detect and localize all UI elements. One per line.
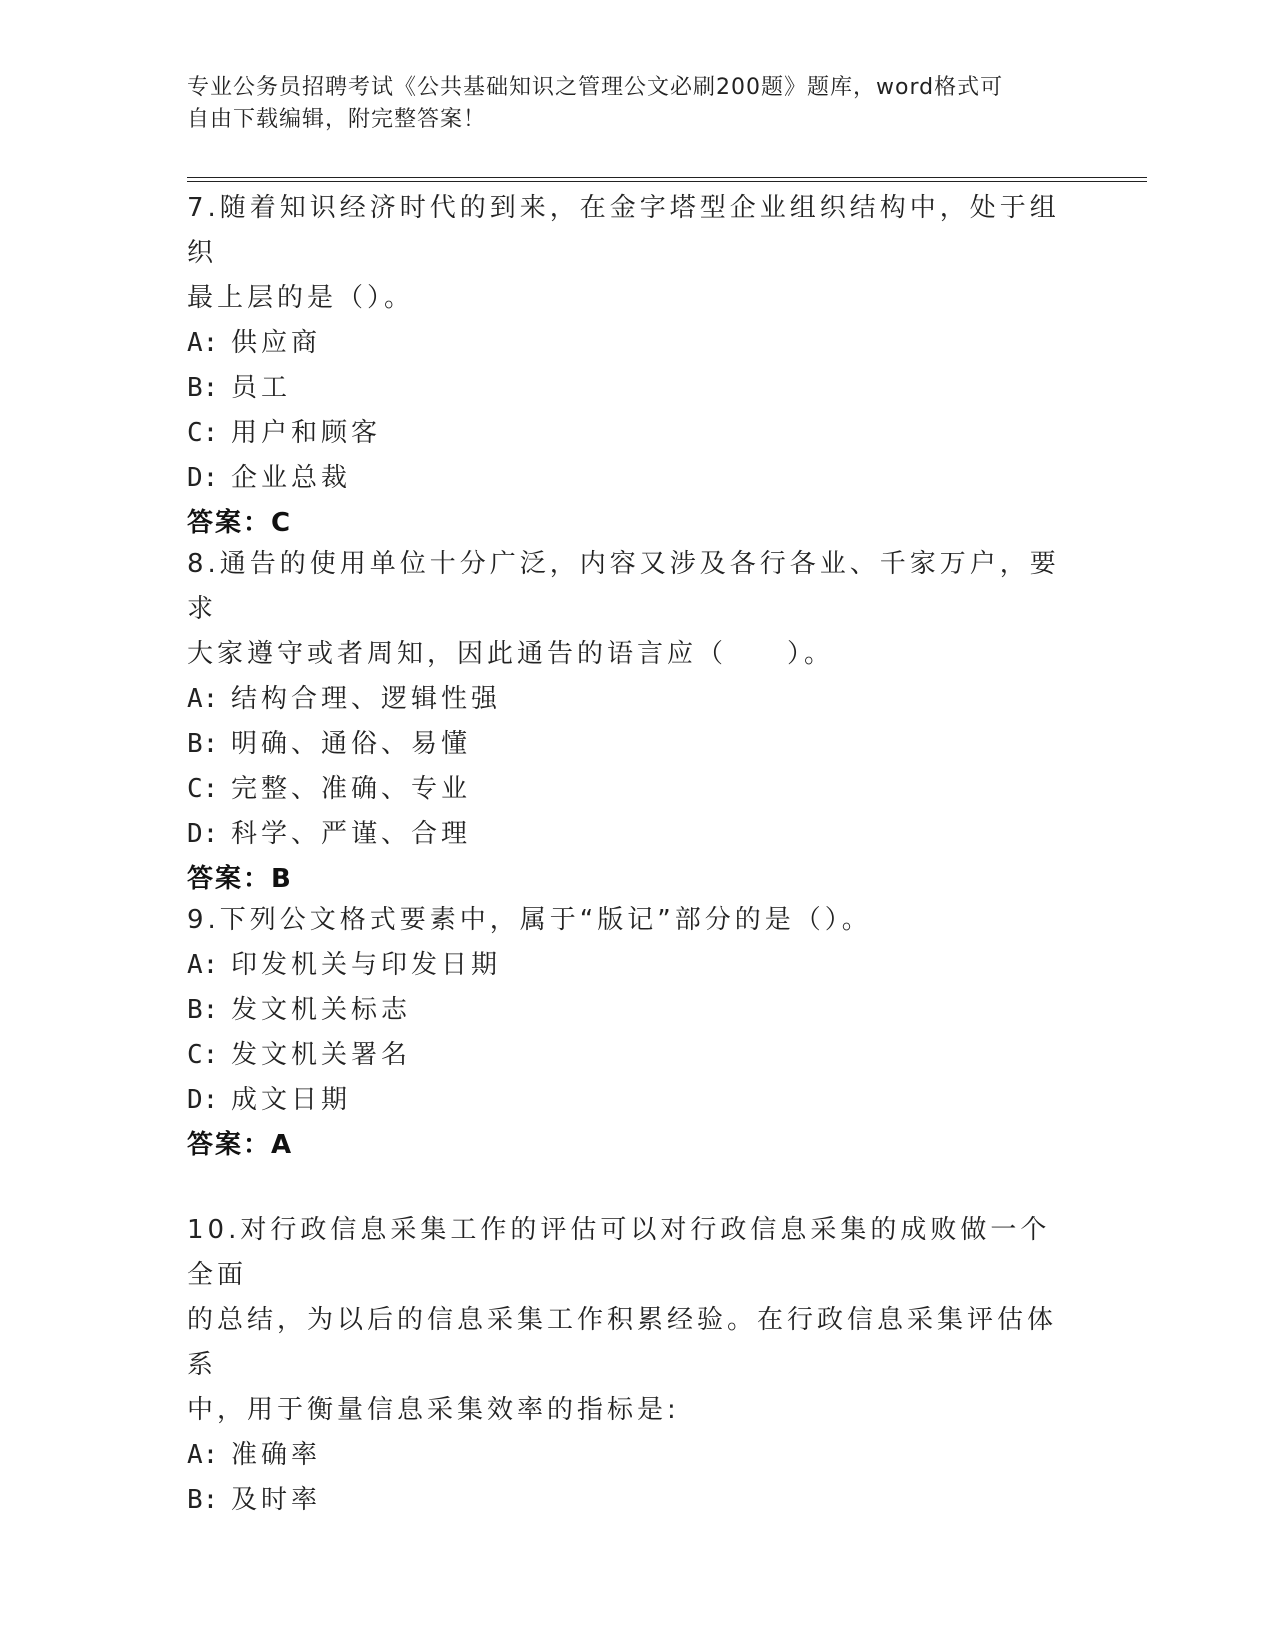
option-label: A: [187, 1440, 219, 1470]
question-stem-line: 最上层的是（）。 [187, 283, 415, 313]
option-d [187, 1078, 1067, 1123]
answer: 答案：A [187, 1130, 294, 1160]
option-c [187, 767, 1067, 812]
option-text: 结构合理、逻辑性强 [231, 684, 502, 714]
question-stem-line: 10.对行政信息采集工作的评估可以对行政信息采集的成败做一个全面 [187, 1215, 1051, 1290]
question-stem-line: 7.随着知识经济时代的到来，在金字塔型企业组织结构中，处于组织 [187, 193, 1060, 268]
option-label: C: [187, 418, 219, 448]
option-label: C: [187, 1040, 219, 1070]
option-label: B: [187, 1485, 219, 1515]
question-stem-line: 8.通告的使用单位十分广泛，内容又涉及各行各业、千家万户，要求 [187, 549, 1060, 624]
question-8 [187, 542, 1067, 902]
question-stem-line: 大家遵守或者周知，因此通告的语言应（ ）。 [187, 639, 835, 669]
header-line-2: 自由下载编辑，附完整答案！ [187, 107, 487, 132]
option-label: A: [187, 950, 219, 980]
option-text: 供应商 [231, 328, 322, 358]
option-text: 企业总裁 [231, 463, 352, 493]
option-text: 科学、严谨、合理 [231, 819, 472, 849]
option-a [187, 677, 1067, 722]
question-stem-line: 的总结，为以后的信息采集工作积累经验。在行政信息采集评估体系 [187, 1305, 1058, 1380]
option-c [187, 411, 1067, 456]
option-text: 发文机关署名 [231, 1040, 412, 1070]
option-label: D: [187, 463, 219, 493]
option-d [187, 812, 1067, 857]
option-a [187, 943, 1067, 988]
question-10 [187, 1208, 1067, 1523]
option-b [187, 722, 1067, 767]
option-a [187, 321, 1067, 366]
option-text: 准确率 [231, 1440, 322, 1470]
option-label: A: [187, 328, 219, 358]
option-a [187, 1433, 1067, 1478]
option-text: 员工 [231, 373, 292, 403]
option-b [187, 1478, 1067, 1523]
question-9 [187, 898, 1067, 1168]
option-label: C: [187, 774, 219, 804]
question-7 [187, 186, 1067, 546]
option-text: 发文机关标志 [231, 995, 412, 1025]
answer: 答案：B [187, 864, 293, 894]
document-header [187, 72, 1067, 136]
option-label: A: [187, 684, 219, 714]
option-d [187, 456, 1067, 501]
option-label: B: [187, 373, 219, 403]
option-text: 用户和顾客 [231, 418, 382, 448]
option-text: 完整、准确、专业 [231, 774, 472, 804]
option-text: 成文日期 [231, 1085, 352, 1115]
header-divider-bottom [187, 181, 1147, 182]
option-text: 及时率 [231, 1485, 322, 1515]
option-label: B: [187, 729, 219, 759]
option-b [187, 366, 1067, 411]
question-stem-line: 9.下列公文格式要素中，属于“版记”部分的是（）。 [187, 905, 872, 935]
option-text: 明确、通俗、易懂 [231, 729, 472, 759]
option-text: 印发机关与印发日期 [231, 950, 502, 980]
option-b [187, 988, 1067, 1033]
option-label: B: [187, 995, 219, 1025]
header-divider-top [187, 177, 1147, 178]
option-label: D: [187, 1085, 219, 1115]
answer: 答案：C [187, 508, 293, 538]
option-label: D: [187, 819, 219, 849]
option-c [187, 1033, 1067, 1078]
header-line-1: 专业公务员招聘考试《公共基础知识之管理公文必刷200题》题库，word格式可 [187, 75, 1004, 100]
question-stem-line: 中，用于衡量信息采集效率的指标是: [187, 1395, 680, 1425]
